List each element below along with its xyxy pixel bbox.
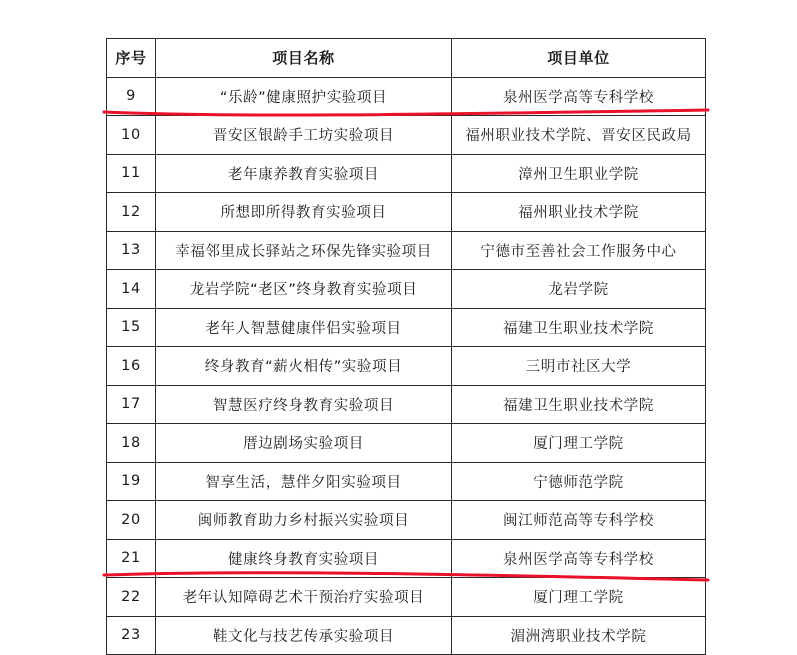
row-project-unit: 泉州医学高等专科学校	[452, 540, 706, 579]
table-row	[107, 116, 706, 155]
row-project-unit: 福建卫生职业技术学院	[452, 386, 706, 425]
row-project-unit: 福建卫生职业技术学院	[452, 309, 706, 348]
row-project-name: 老年康养教育实验项目	[156, 155, 452, 194]
row-index: 13	[107, 232, 156, 271]
row-project-name: 健康终身教育实验项目	[156, 540, 452, 579]
row-project-name: 智慧医疗终身教育实验项目	[156, 386, 452, 425]
row-project-unit: 宁德市至善社会工作服务中心	[452, 232, 706, 271]
table-row	[107, 540, 706, 579]
row-index: 10	[107, 116, 156, 155]
header-project-unit: 项目单位	[452, 39, 706, 78]
row-project-unit: 泉州医学高等专科学校	[452, 78, 706, 117]
row-index: 14	[107, 270, 156, 309]
row-project-name: 老年人智慧健康伴侣实验项目	[156, 309, 452, 348]
row-index: 20	[107, 501, 156, 540]
row-project-unit: 厦门理工学院	[452, 424, 706, 463]
row-index: 11	[107, 155, 156, 194]
table-row	[107, 309, 706, 348]
row-index: 9	[107, 78, 156, 117]
row-index: 19	[107, 463, 156, 502]
row-project-unit: 福州职业技术学院、晋安区民政局	[452, 116, 706, 155]
table-header-row	[107, 39, 706, 78]
row-project-name: 厝边剧场实验项目	[156, 424, 452, 463]
table-row	[107, 424, 706, 463]
row-project-unit: 湄洲湾职业技术学院	[452, 617, 706, 655]
project-table	[106, 38, 706, 655]
row-index: 17	[107, 386, 156, 425]
table-row	[107, 617, 706, 655]
header-project-name: 项目名称	[156, 39, 452, 78]
table-row	[107, 347, 706, 386]
table-row	[107, 578, 706, 617]
row-project-name: 鞋文化与技艺传承实验项目	[156, 617, 452, 655]
row-project-unit: 闽江师范高等专科学校	[452, 501, 706, 540]
row-project-unit: 宁德师范学院	[452, 463, 706, 502]
row-index: 23	[107, 617, 156, 655]
table-row	[107, 155, 706, 194]
row-project-name: 龙岩学院“老区”终身教育实验项目	[156, 270, 452, 309]
row-project-unit: 漳州卫生职业学院	[452, 155, 706, 194]
row-project-unit: 三明市社区大学	[452, 347, 706, 386]
row-project-name: 终身教育“薪火相传”实验项目	[156, 347, 452, 386]
table-row	[107, 463, 706, 502]
row-project-name: 晋安区银龄手工坊实验项目	[156, 116, 452, 155]
table-row	[107, 386, 706, 425]
row-index: 21	[107, 540, 156, 579]
row-project-name: 幸福邻里成长驿站之环保先锋实验项目	[156, 232, 452, 271]
row-project-name: 老年认知障碍艺术干预治疗实验项目	[156, 578, 452, 617]
table-row	[107, 78, 706, 117]
row-index: 18	[107, 424, 156, 463]
row-index: 22	[107, 578, 156, 617]
row-index: 15	[107, 309, 156, 348]
table-row	[107, 270, 706, 309]
row-project-unit: 龙岩学院	[452, 270, 706, 309]
table-row	[107, 232, 706, 271]
header-index: 序号	[107, 39, 156, 78]
row-project-name: 闽师教育助力乡村振兴实验项目	[156, 501, 452, 540]
table-row	[107, 501, 706, 540]
row-index: 12	[107, 193, 156, 232]
table-row	[107, 193, 706, 232]
row-project-name: 智享生活，慧伴夕阳实验项目	[156, 463, 452, 502]
row-project-unit: 福州职业技术学院	[452, 193, 706, 232]
row-project-name: 所想即所得教育实验项目	[156, 193, 452, 232]
row-project-unit: 厦门理工学院	[452, 578, 706, 617]
row-project-name: “乐龄”健康照护实验项目	[156, 78, 452, 117]
row-index: 16	[107, 347, 156, 386]
